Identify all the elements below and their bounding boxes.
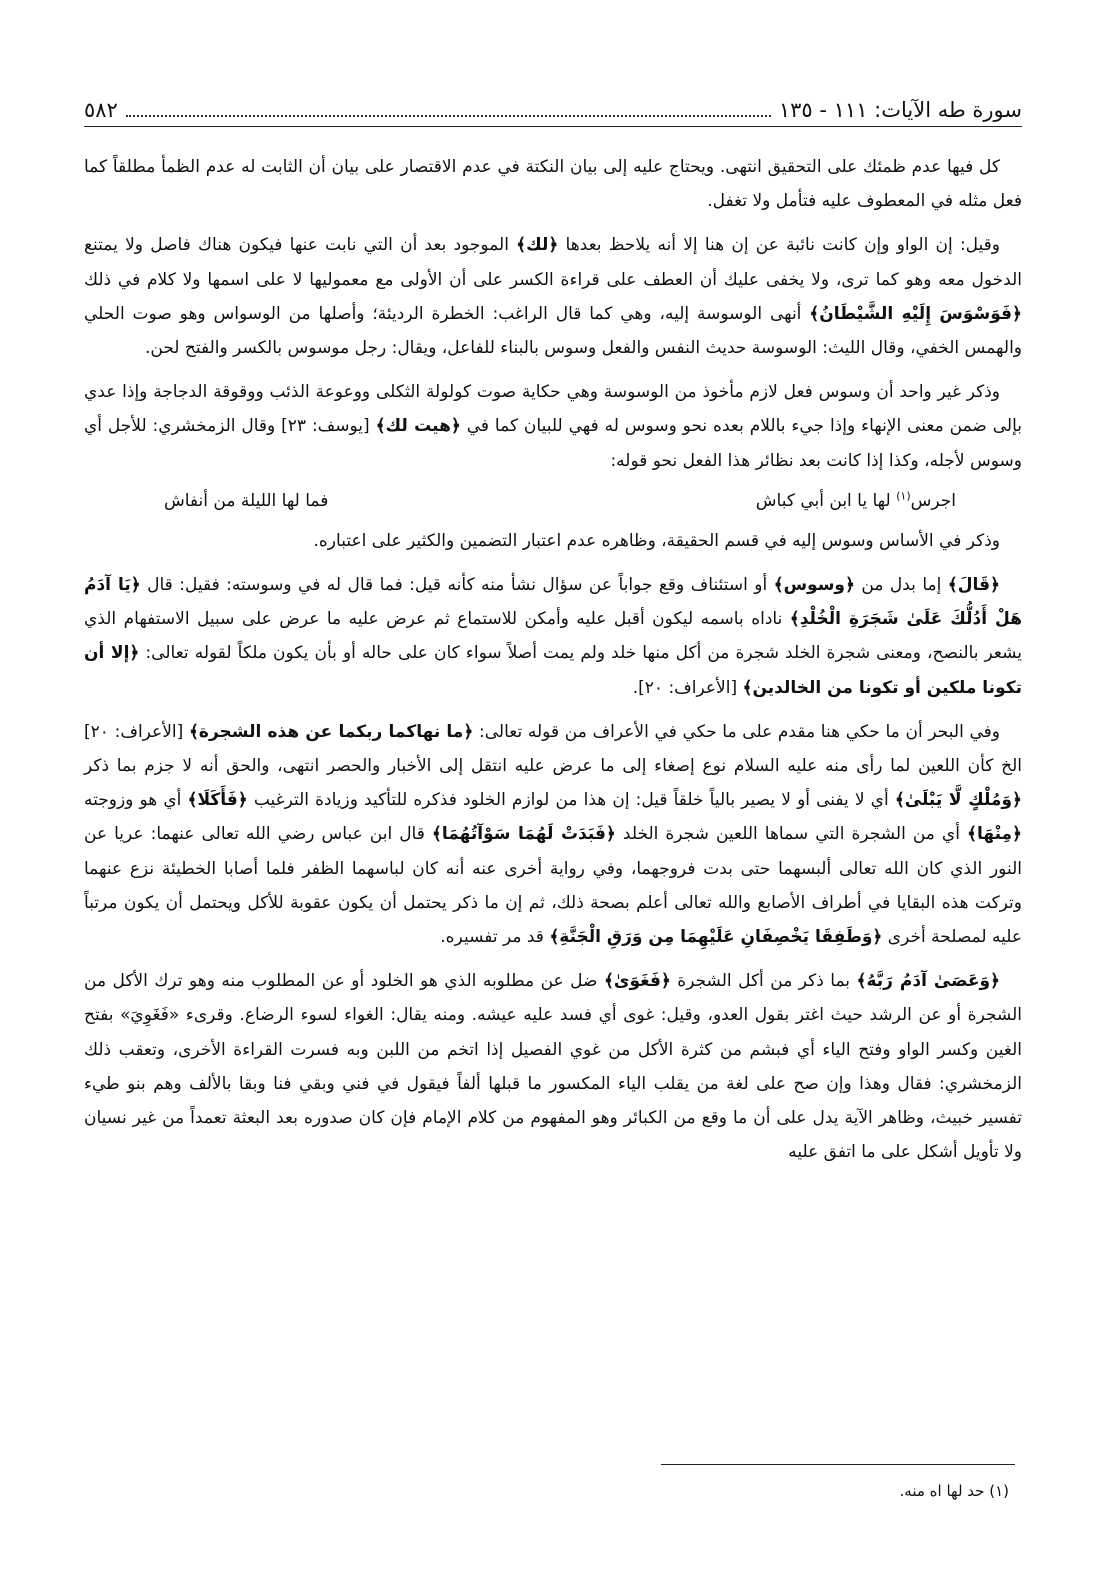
paragraphs-before-verse [84,150,1022,478]
text-run: قد مر تفسيره. [440,927,550,948]
footnote-text: حد لها اه منه. [899,1482,985,1500]
dot-leader [126,115,771,117]
text-run: أو استئناف وقع جواباً عن سؤال نشأ منه كأنه قيل: فما قال له في وسوسته: فقيل: قال [140,575,774,596]
text-run: قال ابن عباس رضي الله تعالى عنهما: عريا عن النور الذي كان الله تعالى ألبسهما حتى بدت فروجهما، وفي رواية أخرى عنه أنه كان لباسهما الظفر فلما أصابا الخطيئة نزع عنهما وتركت هذه البقايا في أطراف الأصابع والله تعالى أعلم بصحة ذلك، ثم إن ما ذكر يحتمل أن يكون عقوبة للأكل ويحتمل أن يكون مرتباً عليه لمصلحة أخرى [84,824,1022,948]
text-run: الموجود بعد أن التي نابت عنها فيكون هناك فاصل ولا يمتنع الدخول معه وهو كما ترى، ولا يخفى عليك أن العطف على قراءة الكسر على أن الأولى مع معموليها لا على اسمها ولا كلام في ذلك [84,235,1022,290]
footnote-reference: (١) [896,489,911,503]
text-run: [الأعراف: ٢٠]. [632,677,743,698]
running-title: سورة طه الآيات: ١١١ - ١٣٥ [778,98,1022,122]
quran-quote: ﴿فَأَكَلَا﴾ [187,790,248,811]
text-run: وذكر في الأساس وسوس إليه في قسم الحقيقة، وظاهره عدم اعتبار التضمين والكثير على اعتباره. [313,530,1000,551]
quran-quote: ﴿وَعَصَىٰ آدَمُ رَبَّهُ﴾ [856,971,1000,992]
text-run: أي من الشجرة التي سماها اللعين شجرة الخلد [615,824,967,845]
running-header [84,86,1022,127]
quran-quote: ﴿لك﴾ [516,235,559,256]
paragraph [84,715,1022,954]
paragraph [84,150,1022,218]
quran-quote: ﴿إلا أن تكونا ملكين أو تكونا من الخالدين﴾ [84,643,1022,698]
quran-quote: ﴿هيت لك﴾ [375,416,461,437]
paragraph [84,524,1022,558]
text-run: أي هو وزوجته [84,790,188,811]
text-run: بما ذكر من أكل الشجرة [670,971,857,992]
paragraph [84,964,1022,1169]
quran-quote: ﴿فَغَوَىٰ﴾ [603,971,671,992]
verse-second-hemistich: فما لها الليلة من أنفاش [164,490,329,511]
paragraph [84,568,1022,705]
text-run: وقيل: إن الواو وإن كانت نائبة عن إن هنا إلا أنه يلاحظ بعدها [558,235,1001,256]
quran-quote: ﴿وَطَفِقَا يَخْصِفَانِ عَلَيْهِمَا مِن وَرَقِ الْجَنَّةِ﴾ [549,927,883,948]
quran-quote: ﴿فَبَدَتْ لَهُمَا سَوْآتُهُمَا﴾ [431,824,616,845]
paragraphs-after-verse [84,524,1022,1170]
paragraph [84,375,1022,478]
page-number: ٥٨٢ [84,98,118,122]
text-run: إما بدل من [854,575,948,596]
text-run: أنهى الوسوسة إليه، وهي كما قال الراغب: الخطرة الرديئة؛ وأصلها من الوسواس وهو صوت الحلي والهمس الخفي، وقال الليث: الوسوسة حديث النفس والفعل وسوس بالبناء للفاعل، ويقال: رجل موسوس بالكسر والفتح لحن. [84,303,1022,359]
text-run: [يوسف: ٢٣] وقال الزمخشري: للأجل أي وسوس لأجله، وكذا إذا كانت بعد نظائر هذا الفعل نحو قوله: [84,416,1022,471]
quran-quote: ﴿ما نهاكما ربكما عن هذه الشجرة﴾ [188,721,474,742]
text-run: ضل عن مطلوبه الذي هو الخلود أو عن المطلوب منه وهو ترك الأكل من الشجرة أو عن الرشد حيث اغتر بقول العدو، وقيل: غوى أي فسد عليه عيشه. ومنه يقال: الغواء لسوء الرضاع. وقرىء «فَغَوِيَ» بفتح الغين وكسر الواو وفتح الياء أي فبشم من كثرة الأكل من غوي الفصيل إذا اتخم من اللبن وبه فسرت القراءة الأخرى، وتعقب ذلك الزمخشري: فقال وهذا وإن صح على لغة من يقلب الياء المكسور ما قبلها ألفاً فيقول في فني وبقي فنا وبقا بالألف وهم بنو طيء تفسير خبيث، وظاهر الآية يدل على أن ما وقع من الكبائر وهو المفهوم من كلام الإمام فإن كان صدوره بعد البعثة تعمداً من غير نسيان ولا تأويل أشكل على ما اتفق عليه [84,971,1022,1163]
paragraph [84,228,1022,365]
footnote-separator [661,1464,1015,1465]
quran-quote: ﴿وسوس﴾ [773,575,855,596]
footnote-mark: (١) [989,1482,1009,1500]
text-run: كل فيها عدم ظمئك على التحقيق انتهى. ويحتاج عليه إلى بيان النكتة في عدم الاقتصار على بيان أن الثابت له عدم الظمأ مطلقاً كما فعل مثله في المعطوف عليه فتأمل ولا تغفل. [84,157,1022,212]
quran-quote: ﴿مِنْهَا﴾ [967,824,1022,845]
quran-quote: ﴿قَالَ﴾ [947,575,1000,596]
text-run: وذكر غير واحد أن وسوس فعل لازم مأخوذ من الوسوسة وهي حكاية صوت كولولة الثكلى ووعوعة الذئب ووقوقة الدجاجة وإذا عدي بإلى ضمن معنى الإنهاء وإذا جيء باللام بعده نحو وسوس له فهي للبيان كما في [84,382,1022,437]
verse-first-hemistich: اجرس$^{(١)}$ لها يا ابن أبي كباش [755,489,956,511]
quran-quote: ﴿يَا آدَمُ هَلْ أَدُلُّكَ عَلَىٰ شَجَرَةِ الْخُلْدِ﴾ [84,575,1022,630]
text-run: وفي البحر أن ما حكي هنا مقدم على ما حكي في الأعراف من قوله تعالى: [473,721,1000,742]
poetry-verse [84,484,1022,518]
text-run: ناداه باسمه ليكون أقبل عليه وأمكن للاستماع ثم عرض عليه ما عرض على سبيل الاستفهام الذي يشعر بالنصح، ومعنى شجرة الخلد شجرة من أكل منها خلد ولم يمت أصلاً سواء كان على حاله أو بأن يكون ملكاً لقوله تعالى: [84,609,1023,664]
text-run: [الأعراف: ٢٠] الخ كأن اللعين لما رأى منه عليه السلام نوع إصغاء إلى ما عرض عليه انتقل إلى الأخبار والحصر انتهى، والحق أنه لا جزم بما ذكر [84,721,1022,777]
quran-quote: ﴿فَوَسْوَسَ إِلَيْهِ الشَّيْطَانُ﴾ [809,303,1023,324]
footnote [900,1482,1009,1500]
main-text [84,150,1022,1179]
quran-quote: ﴿وَمُلْكٍ لَّا يَبْلَىٰ﴾ [894,790,1022,811]
text-run: أي لا يفنى أو لا يصير بالياً خلقاً قيل: إن هذا من لوازم الخلود فذكره للتأكيد وزيادة الترغيب [247,790,895,811]
